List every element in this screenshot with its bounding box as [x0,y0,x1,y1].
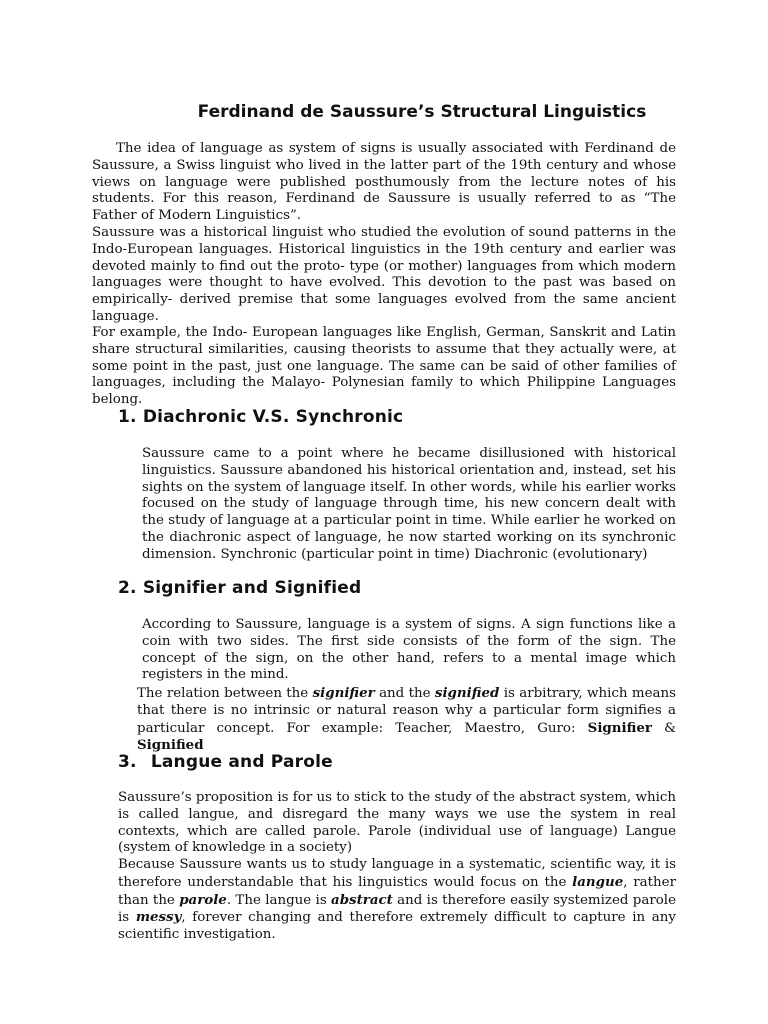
text-run: and the [374,686,435,701]
section-2-number: 2. [118,578,137,598]
text-run: The relation between the [137,686,313,701]
intro-paragraph-3: For example, the Indo- European languages like English, German, Sanskrit and Latin share structural similarities, causing theorists to assume that they actually were, at some point in the past, just one language. The same can be said of other families of languages, including the Malayo- Polynesian family to which Philippine Languages belong. [92,325,676,408]
section-3-title: Langue and Parole [150,752,333,772]
intro-paragraph-1: The idea of language as system of signs is usually associated with Ferdinand de Saussure, a Swiss linguist who lived in the latter part of the 19th century and whose views on language were published posthumously from the lecture notes of his students. For this reason, Ferdinand de Saussure is usually referred to as “The Father of Modern Linguistics”. [92,141,676,224]
section-1-heading [118,407,403,427]
text-run: is arbitrary, which means that there is no intrinsic or natural reason why a particular form signifies a particular concept. For example: Teacher, Maestro, Guro: [137,686,676,736]
example-signifier: Signifier [587,719,652,736]
section-3-paragraph-2 [118,857,676,944]
example-signified: Signified [137,737,204,754]
section-1-title: Diachronic V.S. Synchronic [142,407,404,427]
text-run: , forever changing and therefore extremely difficult to capture in any scientific investigation. [118,910,676,943]
text-run: and is therefore easily systemized parole is [118,892,676,926]
term-langue: langue [572,873,624,890]
term-abstract: abstract [331,891,393,908]
text-run: Because Saussure wants us to study language in a systematic, scientific way, it is therefore understandable that his linguistics would focus on the [118,857,676,890]
text-run: & [651,720,676,736]
section-2-paragraph-1: According to Saussure, language is a system of signs. A sign functions like a coin with two sides. The first side consists of the form of the sign. The concept of the sign, on the other hand, refers to a mental image which registers in the mind. [142,617,676,683]
document-title: Ferdinand de Saussure’s Structural Linguistics [197,102,647,122]
section-3-number: 3. [118,752,137,772]
term-signified: signified [434,685,500,701]
section-3-heading [118,752,333,772]
term-signifier: signifier [312,685,375,701]
section-1-paragraph: Saussure came to a point where he became disillusioned with historical linguistics. Saussure abandoned his historical orientation and, instead, set his sights on the system of language itself. In other words, while his earlier works focused on the study of language through time, his new concern dealt with the study of language at a particular point in time. While earlier he worked on the diachronic aspect of language, he now started working on its synchronic dimension. Synchronic (particular point in time) Diachronic (evolutionary) [142,446,676,562]
section-3-paragraph-1: Saussure’s proposition is for us to stick to the study of the abstract system, which is called langue, and disregard the many ways we use the system in real contexts, which are called parole. Parole (individual use of language) Langue (system of knowledge in a society) [118,790,676,856]
section-2-paragraph-2 [137,685,676,755]
section-2-title: Signifier and Signified [142,578,362,598]
text-run: . The langue is [226,892,332,908]
intro-paragraph-2: Saussure was a historical linguist who studied the evolution of sound patterns in the Indo-European languages. Historical linguistics in the 19th century and earlier was devoted mainly to find out the proto- type (or mother) languages from which modern languages were thought to have evolved. This devotion to the past was based on empirically- derived premise that some languages evolved from the same ancient language. [92,225,676,324]
text-run: , rather than the [118,874,676,908]
section-1-number: 1. [118,407,137,427]
term-parole: parole [179,891,227,908]
term-messy: messy [135,909,182,926]
section-2-heading [118,578,361,598]
